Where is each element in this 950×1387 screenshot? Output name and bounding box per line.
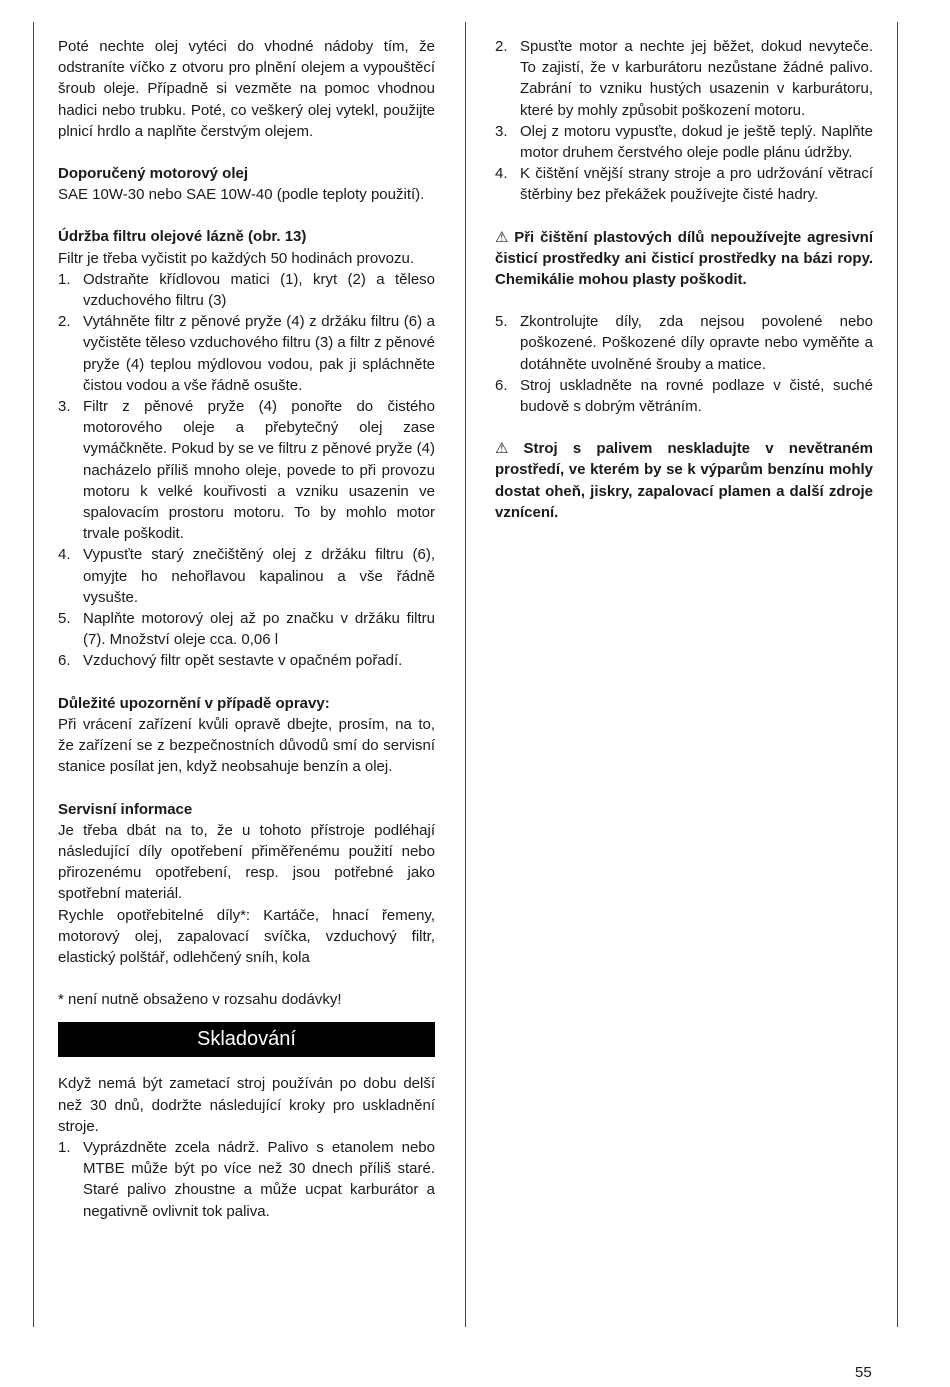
storage-section-banner: Skladování <box>58 1022 435 1057</box>
storage-steps-final <box>495 311 873 417</box>
step-number: 5. <box>58 610 71 628</box>
step-number: 6. <box>58 652 71 670</box>
step-text: Vypusťte starý znečištěný olej z držáku filtru (6), omyjte ho nehořlavou kapalinou a vše řádně vysušte. <box>83 546 435 606</box>
step-number: 2. <box>495 38 508 55</box>
list-item <box>495 36 873 121</box>
plastic-cleaning-warning <box>495 227 873 291</box>
wear-parts-text: Rychle opotřebitelné díly*: Kartáče, hnací řemeny, motorový olej, zapalovací svíčka, vzduchový filtr, elastický polštář, odlehčený sníh, kola <box>58 906 435 966</box>
list-item <box>58 311 435 396</box>
service-info-heading: Servisní informace <box>58 800 193 818</box>
step-text: Filtr z pěnové pryže (4) ponořte do čistého motorového oleje a přebytečný olej zase vymáčkněte. Pokud by se ve filtru z pěnové pryže (4) nacházelo příliš mnoho oleje, povede to při provozu motoru k velké kouřivosti a vzniku usazenin ve spalovacím prostoru motoru. To by mohlo motor trvale poškodit. <box>83 398 435 543</box>
recommended-oil-heading: Doporučený motorový olej <box>58 165 249 183</box>
list-item <box>58 608 435 650</box>
list-item <box>495 121 873 163</box>
step-text: Vzduchový filtr opět sestavte v opačném pořadí. <box>83 652 403 670</box>
step-number: 3. <box>495 122 508 140</box>
warning-text: Při čištění plastových dílů nepoužívejte agresivní čisticí prostředky ani čisticí prostředky na bázi ropy. Chemikálie mohou plasty poškodit. <box>495 228 873 289</box>
step-number: 2. <box>58 313 71 331</box>
filter-steps-list <box>58 269 435 672</box>
service-info-text: Je třeba dbát na to, že u tohoto přístroje podléhají následující díly opotřebení přiměřenému použití nebo přirozenému opotřebení, resp. jsou potřebné jako spotřební materiál. <box>58 821 435 903</box>
fuel-storage-warning <box>495 438 873 523</box>
list-item <box>495 311 873 375</box>
list-item <box>58 396 435 544</box>
step-number: 3. <box>58 398 71 416</box>
storage-steps-list <box>58 1137 435 1222</box>
step-text: Olej z motoru vypusťte, dokud je ještě teplý. Naplňte motor druhem čerstvého oleje podle plánu údržby. <box>520 122 873 162</box>
left-column <box>58 36 435 1222</box>
warning-triangle-icon: ⚠ <box>495 228 511 246</box>
oil-drain-paragraph: Poté nechte olej vytéci do vhodné nádoby tím, že odstraníte víčko z otvoru pro plnění olejem a vypouštěcí šroub oleje. Případně si vezměte na pomoc vhodnou hadici nebo trubku. Poté, co veškerý olej vytekl, použijte plnicí hrdlo a naplňte čerstvým olejem. <box>58 38 435 140</box>
filter-maintenance-heading: Údržba filtru olejové lázně (obr. 13) <box>58 228 307 246</box>
step-number: 5. <box>495 313 508 331</box>
step-text: K čištění vnější strany stroje a pro udržování větrací štěrbiny bez překážek používejte čisté hadry. <box>520 165 873 204</box>
step-text: Spusťte motor a nechte jej běžet, dokud nevyteče. To zajistí, že v karburátoru nezůstane žádné palivo. Zabrání to vzniku hustých usazenin v karburátoru, které by mohly způsobit poškození motoru. <box>520 38 873 119</box>
left-border-rule <box>33 22 34 1327</box>
warning-text: Stroj s palivem neskladujte v nevětraném prostředí, ve kterém by se k výparům benzínu mohly dostat oheň, jiskry, zapalovací plamen a další zdroje vznícení. <box>495 440 873 521</box>
warning-triangle-icon: ⚠ <box>495 440 520 458</box>
step-number: 4. <box>495 165 508 183</box>
step-text: Naplňte motorový olej až po značku v držáku filtru (7). Množství oleje cca. 0,06 l <box>83 610 435 649</box>
storage-intro: Když nemá být zametací stroj používán po dobu delší než 30 dnů, dodržte následující kroky pro uskladnění stroje. <box>58 1075 435 1135</box>
step-number: 6. <box>495 376 508 394</box>
list-item <box>58 1137 435 1222</box>
list-item <box>58 544 435 608</box>
step-text: Stroj uskladněte na rovné podlaze v čisté, suché budově s dobrým větráním. <box>520 376 873 416</box>
column-divider-rule <box>465 22 466 1327</box>
storage-steps-continued <box>495 36 873 206</box>
step-number: 1. <box>58 1138 71 1156</box>
step-text: Zkontrolujte díly, zda nejsou povolené nebo poškozené. Poškozené díly opravte nebo vyměňte a dotáhněte uvolněné šrouby a matice. <box>520 313 873 373</box>
right-border-rule <box>897 22 898 1327</box>
right-column <box>495 36 873 523</box>
list-item <box>495 375 873 417</box>
list-item <box>58 269 435 311</box>
repair-notice-heading: Důležité upozornění v případě opravy: <box>58 694 330 712</box>
list-item <box>495 163 873 205</box>
page-number: 55 <box>855 1364 872 1381</box>
list-item <box>58 650 435 671</box>
footnote: * není nutně obsaženo v rozsahu dodávky! <box>58 991 342 1009</box>
repair-notice-text: Při vrácení zařízení kvůli opravě dbejte, prosím, na to, že zařízení se z bezpečnostních důvodů smí do servisní stanice posílat jen, když neobsahuje benzín a olej. <box>58 715 435 776</box>
step-text: Vyprázdněte zcela nádrž. Palivo s etanolem nebo MTBE může být po více než 30 dnech příliš staré. Staré palivo zhoustne a může ucpat karburátor a negativně ovlivnit tok paliva. <box>83 1138 435 1220</box>
step-text: Vytáhněte filtr z pěnové pryže (4) z držáku filtru (6) a vyčistěte těleso vzduchového filtru (3) a filtr z pěnové pryže (4) teplou mýdlovou vodou, pak ji spláchněte čistou vodou a vše řádně osušte. <box>83 313 435 394</box>
recommended-oil-text: SAE 10W-30 nebo SAE 10W-40 (podle teploty použití). <box>58 186 425 204</box>
step-number: 4. <box>58 546 71 564</box>
step-text: Odstraňte křídlovou matici (1), kryt (2) a těleso vzduchového filtru (3) <box>83 270 435 310</box>
step-number: 1. <box>58 270 71 288</box>
filter-maintenance-text: Filtr je třeba vyčistit po každých 50 hodinách provozu. <box>58 249 415 267</box>
